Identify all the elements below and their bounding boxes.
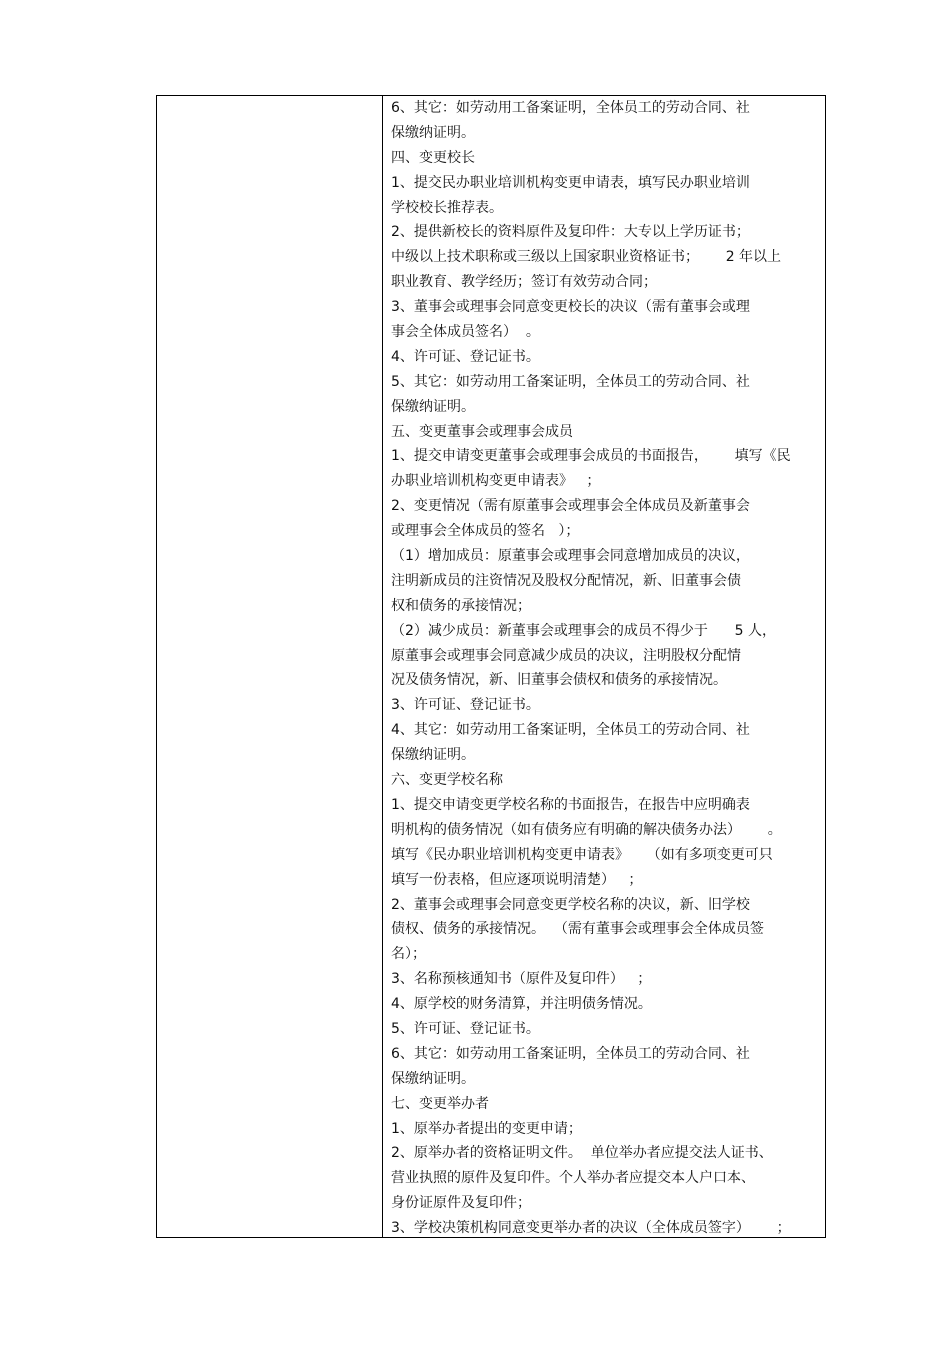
text-line: 保缴纳证明。 bbox=[391, 747, 475, 764]
text-line: 权和债务的承接情况； bbox=[391, 597, 531, 614]
text-line: 营业执照的原件及复印件。个人举办者应提交本人户口本、 bbox=[391, 1170, 755, 1187]
text-line: 4、原学校的财务清算，并注明债务情况。 bbox=[391, 996, 652, 1013]
text-line: 七、变更举办者 bbox=[391, 1095, 489, 1112]
text-line: 债权、债务的承接情况。 （需有董事会或理事会全体成员签 bbox=[391, 921, 764, 938]
table-right-cell bbox=[383, 96, 825, 1237]
text-line: 学校校长推荐表。 bbox=[391, 199, 503, 216]
text-line: 1、提交民办职业培训机构变更申请表，填写民办职业培训 bbox=[391, 174, 750, 191]
text-line: 或理事会全体成员的签名 ）； bbox=[391, 523, 580, 540]
text-line: 中级以上技术职称或三级以上国家职业资格证书； 2 年以上 bbox=[391, 249, 782, 266]
text-line: （1）增加成员：原董事会或理事会同意增加成员的决议， bbox=[391, 548, 750, 565]
text-line: 3、学校决策机构同意变更举办者的决议（全体成员签字） ； bbox=[391, 1220, 791, 1237]
table-left-cell bbox=[157, 96, 383, 1237]
text-line: 2、提供新校长的资料原件及复印件：大专以上学历证书； bbox=[391, 224, 750, 241]
text-line: 保缴纳证明。 bbox=[391, 124, 475, 141]
text-line: 5、其它：如劳动用工备案证明，全体员工的劳动合同、社 bbox=[391, 373, 750, 390]
text-line: 3、许可证、登记证书。 bbox=[391, 697, 540, 714]
text-line: 注明新成员的注资情况及股权分配情况，新、旧董事会债 bbox=[391, 572, 741, 589]
text-line: 1、提交申请变更学校名称的书面报告，在报告中应明确表 bbox=[391, 796, 750, 813]
text-line: 原董事会或理事会同意减少成员的决议，注明股权分配情 bbox=[391, 647, 741, 664]
text-line: 4、其它：如劳动用工备案证明，全体员工的劳动合同、社 bbox=[391, 722, 750, 739]
text-line: 4、许可证、登记证书。 bbox=[391, 348, 540, 365]
text-line: 事会全体成员签名） 。 bbox=[391, 324, 540, 341]
text-line: 况及债务情况，新、旧董事会债权和债务的承接情况。 bbox=[391, 672, 727, 689]
text-line: 1、提交申请变更董事会或理事会成员的书面报告， 填写《民 bbox=[391, 448, 791, 465]
text-line: 办职业培训机构变更申请表》 ； bbox=[391, 473, 601, 490]
text-line: 6、其它：如劳动用工备案证明，全体员工的劳动合同、社 bbox=[391, 100, 750, 116]
text-line: 五、变更董事会或理事会成员 bbox=[391, 423, 573, 440]
text-line: 保缴纳证明。 bbox=[391, 1070, 475, 1087]
text-line: 5、许可证、登记证书。 bbox=[391, 1020, 540, 1037]
text-line: 职业教育、教学经历；签订有效劳动合同； bbox=[391, 274, 657, 291]
text-line: 2、董事会或理事会同意变更学校名称的决议，新、旧学校 bbox=[391, 896, 750, 913]
text-line: 2、原举办者的资格证明文件。 单位举办者应提交法人证书、 bbox=[391, 1145, 773, 1162]
text-line: 6、其它：如劳动用工备案证明，全体员工的劳动合同、社 bbox=[391, 1045, 750, 1062]
text-line: 四、变更校长 bbox=[391, 149, 475, 166]
text-line: 名）； bbox=[391, 946, 426, 963]
text-line: 填写一份表格，但应逐项说明清楚） ； bbox=[391, 871, 643, 888]
text-line: 六、变更学校名称 bbox=[391, 772, 503, 789]
document-table bbox=[156, 95, 826, 1238]
text-line: 保缴纳证明。 bbox=[391, 398, 475, 415]
text-line: （2）减少成员：新董事会或理事会的成员不得少于 5 人， bbox=[391, 622, 776, 639]
text-line: 2、变更情况（需有原董事会或理事会全体成员及新董事会 bbox=[391, 498, 750, 515]
text-line: 1、原举办者提出的变更申请； bbox=[391, 1120, 582, 1137]
text-line: 3、名称预核通知书（原件及复印件） ； bbox=[391, 971, 652, 988]
text-line: 3、董事会或理事会同意变更校长的决议（需有董事会或理 bbox=[391, 299, 750, 316]
text-line: 明机构的债务情况（如有债务应有明确的解决债务办法） 。 bbox=[391, 821, 782, 838]
text-line: 身份证原件及复印件； bbox=[391, 1195, 531, 1212]
text-line: 填写《民办职业培训机构变更申请表》 （如有多项变更可只 bbox=[391, 846, 773, 863]
